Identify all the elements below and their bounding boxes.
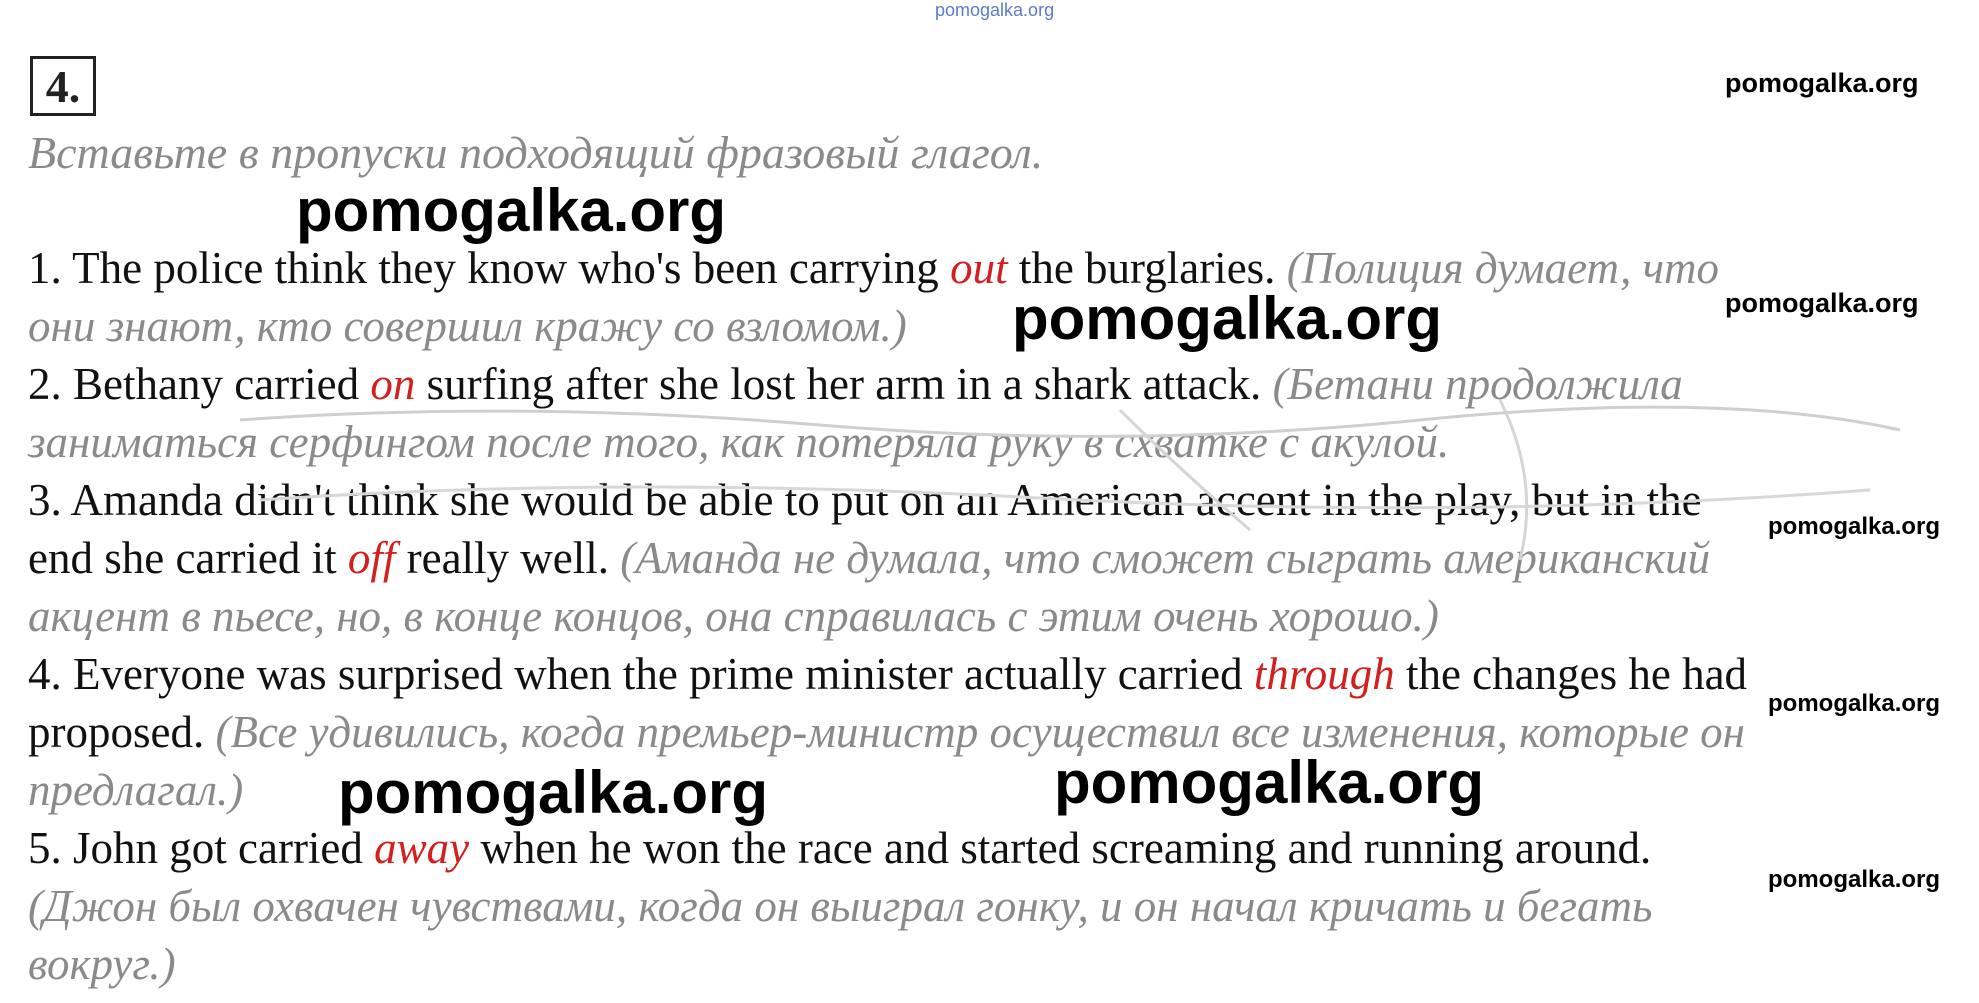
item-3-line-2 (28, 533, 1711, 583)
item-1-text: 1. The police think they know who's been carrying (28, 243, 951, 293)
item-1-answer: out (950, 243, 1008, 293)
item-2-text: 2. Bethany carried (28, 359, 371, 409)
exercise-number: 4. (30, 56, 96, 116)
watermark-big-2: pomogalka.org (1012, 285, 1443, 352)
item-3-text-2: end she carried it (28, 533, 348, 583)
item-5-line-2 (28, 881, 1653, 931)
item-5-line-1 (28, 823, 1652, 873)
watermark-top: pomogalka.org (935, 0, 1055, 20)
item-1-translation-cont: они знают, кто совершил кражу со взломом.) (28, 301, 907, 351)
item-3-text: 3. Amanda didn't think she would be able to put on an American accent in the play, but in the (28, 475, 1702, 525)
item-1-line-2 (28, 301, 907, 351)
watermark-right-5: pomogalka.org (1768, 866, 1941, 893)
item-4-answer: through (1253, 649, 1395, 699)
watermark-right-1: pomogalka.org (1725, 68, 1919, 98)
item-2-line-1 (28, 359, 1683, 409)
watermark-big-3: pomogalka.org (338, 759, 769, 826)
item-4-text-cont: the changes he had (1394, 649, 1748, 699)
item-4-line-1 (28, 649, 1748, 699)
item-3-line-3 (28, 591, 1439, 641)
item-4-translation: (Все удивились, когда премьер-министр осуществил все изменения, которые он (215, 707, 1746, 757)
item-5-text: 5. John got carried (28, 823, 375, 873)
watermark-right-2: pomogalka.org (1725, 288, 1919, 318)
watermark-right-3: pomogalka.org (1768, 513, 1941, 540)
item-2-translation-cont: заниматься серфингом после того, как потеряла руку в схватке с акулой. (28, 417, 1450, 467)
item-3-text-cont: really well. (395, 533, 621, 583)
item-2-text-cont: surfing after she lost her arm in a shark attack. (415, 359, 1273, 409)
item-5-line-3 (28, 939, 176, 989)
item-2-answer: on (370, 359, 416, 409)
item-1-translation: (Полиция думает, что (1286, 243, 1720, 293)
item-3-line-1 (28, 475, 1702, 525)
item-4-line-3 (28, 765, 244, 815)
item-4-translation-cont: предлагал.) (28, 765, 244, 815)
item-5-translation: (Джон был охвачен чувствами, когда он выиграл гонку, и он начал кричать и бегать (28, 881, 1653, 931)
watermark-right-4: pomogalka.org (1768, 690, 1941, 717)
item-3-answer: off (347, 533, 396, 583)
item-1-line-1 (28, 243, 1720, 293)
item-5-translation-cont: вокруг.) (28, 939, 176, 989)
item-2-line-2 (28, 417, 1450, 467)
item-1-text-cont: the burglaries. (1007, 243, 1287, 293)
watermark-big-4: pomogalka.org (1054, 749, 1485, 816)
item-4-text: 4. Everyone was surprised when the prime minister actually carried (28, 649, 1254, 699)
item-2-translation: (Бетани продолжила (1272, 359, 1683, 409)
item-3-translation-cont: акцент в пьесе, но, в конце концов, она справилась с этим очень хорошо.) (28, 591, 1439, 641)
item-4-text-2: proposed. (28, 707, 216, 757)
item-5-answer: away (374, 823, 470, 873)
watermark-big-1: pomogalka.org (296, 177, 727, 244)
item-3-translation: (Аманда не думала, что сможет сыграть американский (620, 533, 1711, 583)
exercise-instruction: Вставьте в пропуски подходящий фразовый глагол. (28, 127, 1044, 178)
item-5-text-cont: when he won the race and started screaming and running around. (469, 823, 1652, 873)
item-4-line-2 (28, 707, 1746, 757)
